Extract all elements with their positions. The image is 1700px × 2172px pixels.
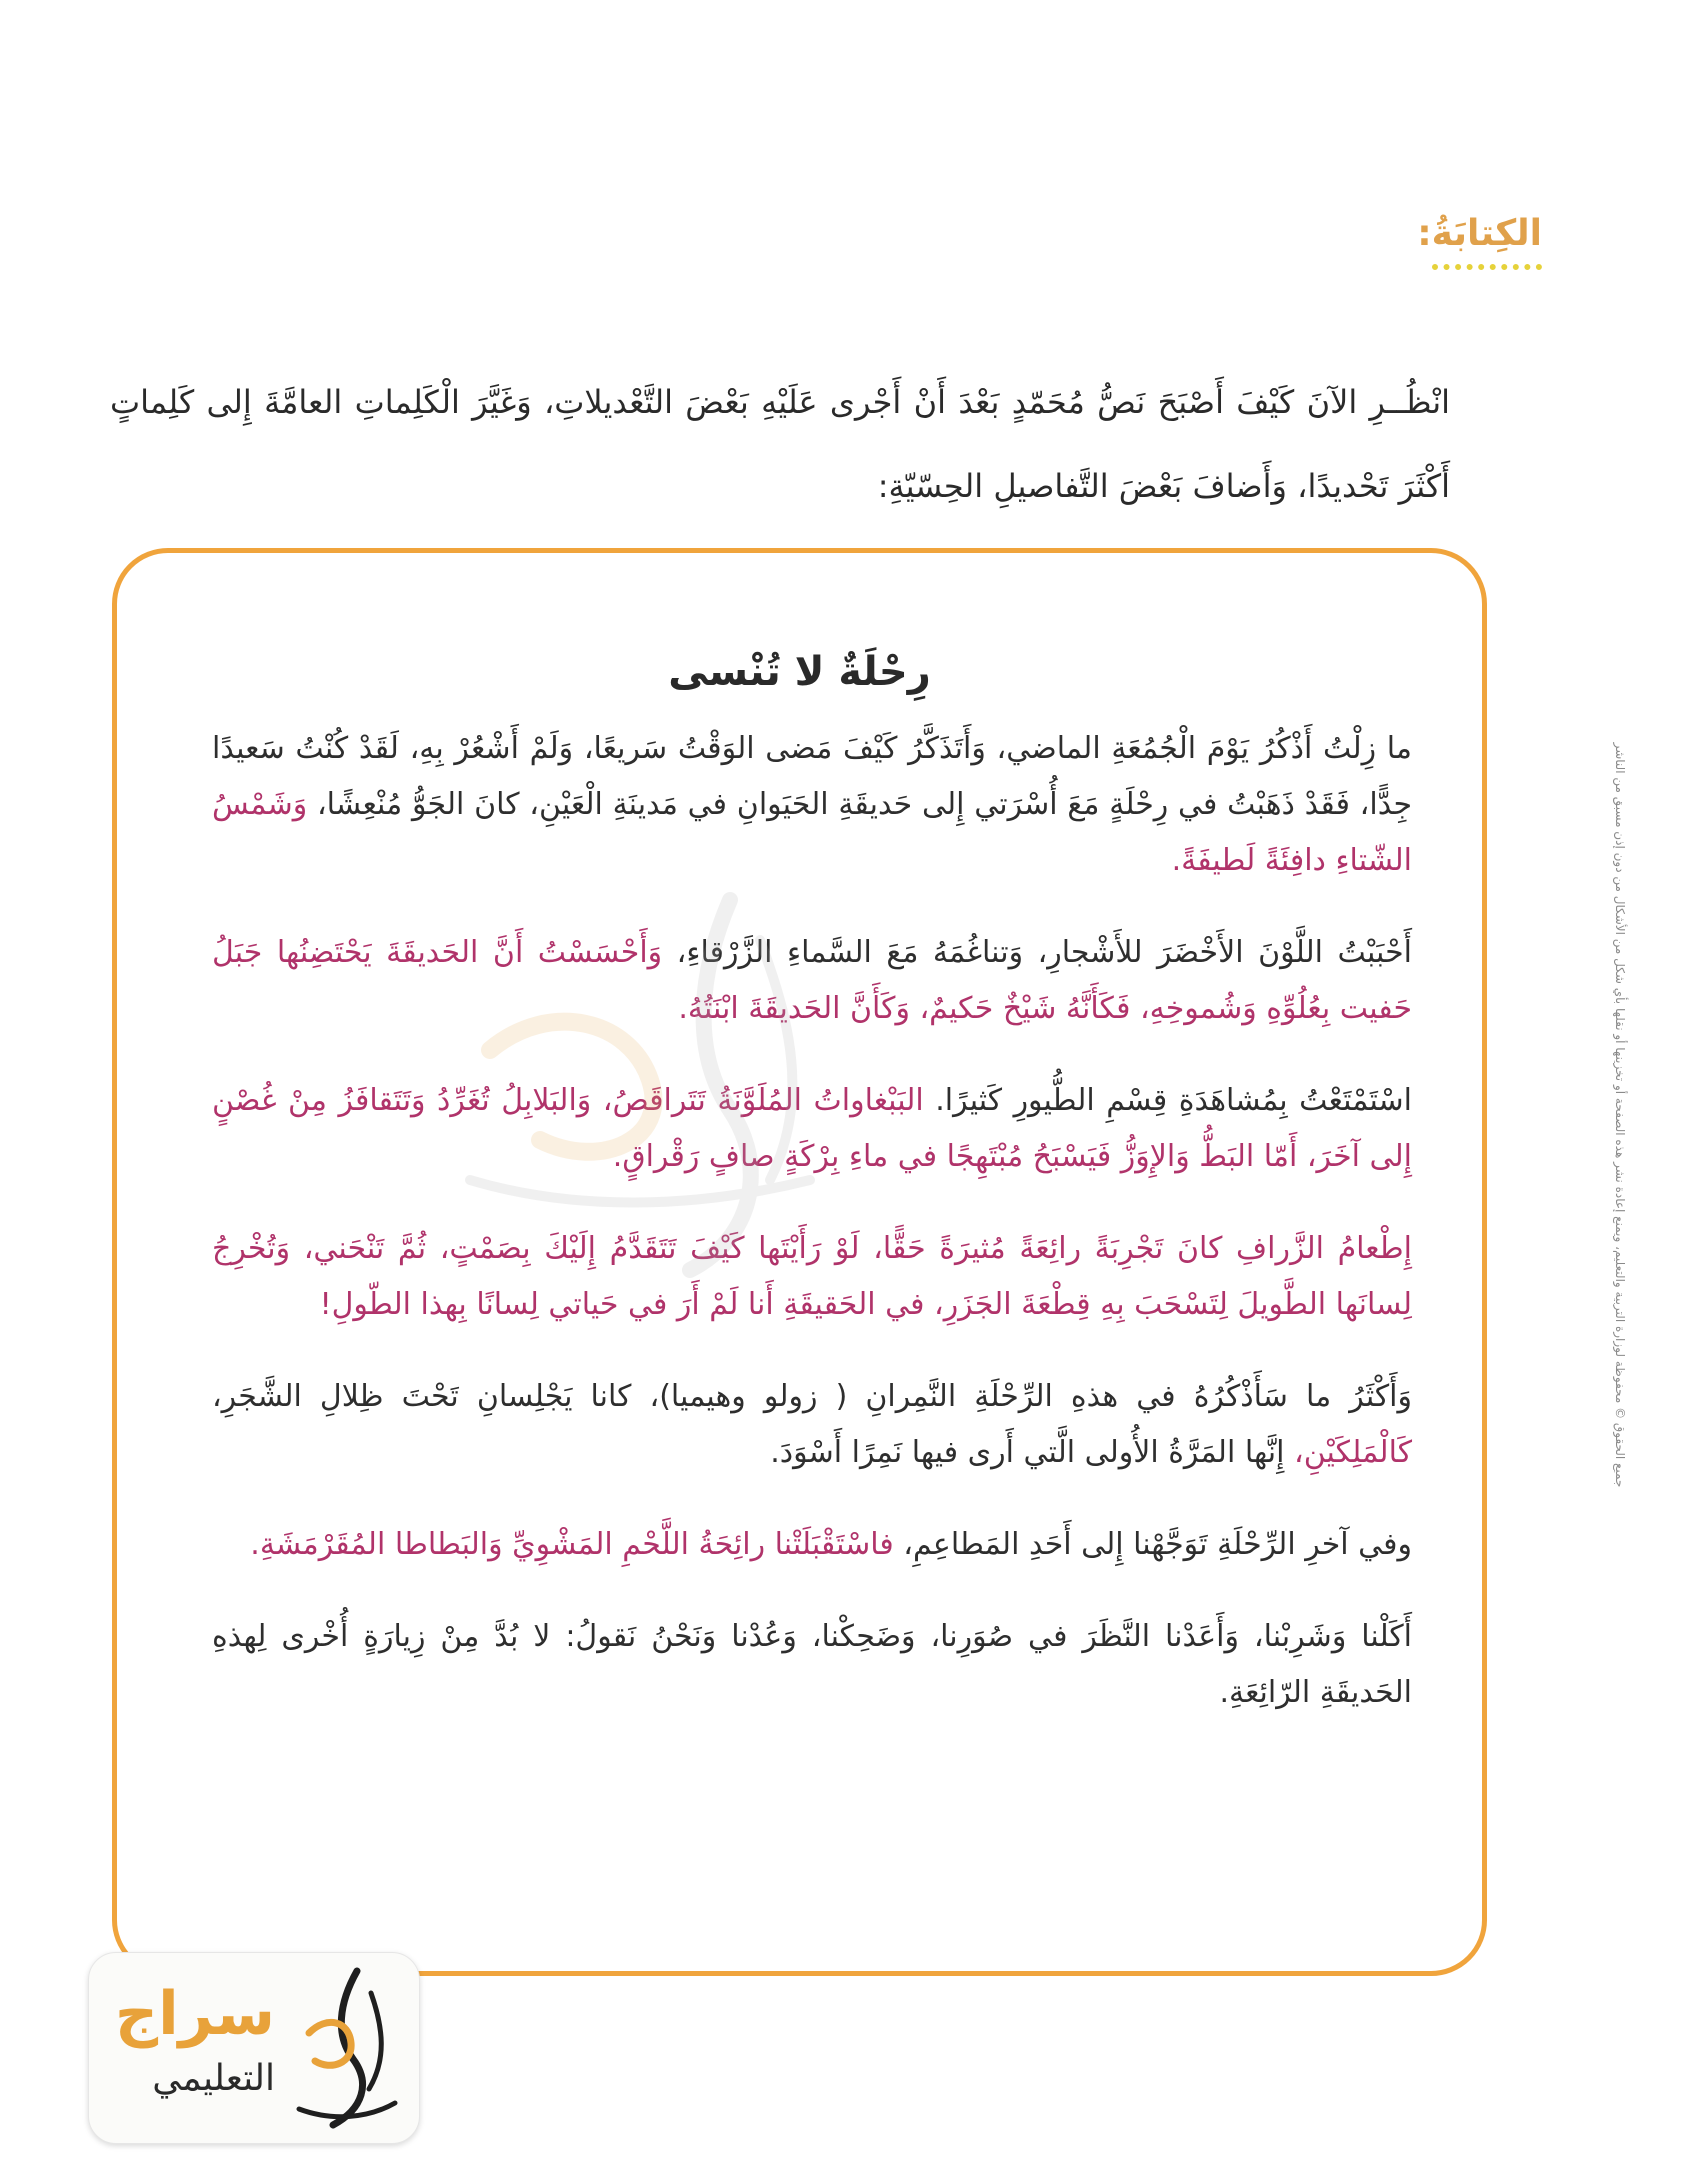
brand-subtitle: التعليمي [152, 2058, 275, 2099]
story-title: رِحْلَةٌ لا تُنْسى [668, 649, 931, 695]
heading-dots-divider [1432, 264, 1542, 270]
section-title: الكِتابَةُ: [1417, 213, 1542, 254]
brand-logo-card [88, 1952, 420, 2144]
paragraph-text: وفي آخرِ الرِّحْلَةِ تَوَجَّهْنا إِلى أَحَدِ المَطاعِمِ، [893, 1527, 1412, 1562]
copyright-side-note [1608, 540, 1632, 1690]
story-paragraph-6 [212, 1517, 1412, 1573]
highlighted-text: وَشَمْسُ الشّتاءِ دافِئَةً لَطيفَةً. [212, 787, 1412, 878]
highlighted-text: فاسْتَقْبَلَتْنا رائِحَةُ اللَّحْمِ المَشْوِيِّ وَالبَطاطا المُقَرْمَشَةِ. [250, 1527, 894, 1562]
paragraph-text: وَأَكْثَرُ ما سَأَذْكُرُهُ في هذهِ الرِّحْلَةِ النَّمِرانِ ( زولو وهيميا)، كانا يَجْلِسانِ تَحْتَ ظِلالِ الشَّجَرِ، [212, 1379, 1412, 1414]
story-paragraph-2 [212, 925, 1412, 1037]
highlighted-text: إِطْعامُ الزَّرافِ كانَ تَجْرِبَةً رائِعَةً مُثيرَةً حَقًّا، لَوْ رَأَيْتَها كَيْفَ تَتَقَدَّمُ إِلَيْكَ بِصَمْتٍ، ثُمَّ تَنْحَني، وَتُخْرِجُ لِسانَها الطَّويلَ لِتَسْحَبَ بِهِ قِطْعَةَ الجَزَرِ، في الحَقيقَةِ أَنا لَمْ أَرَ في حَياتي لِسانًا بِهذا الطّولِ! [212, 1231, 1412, 1322]
paragraph-text: ما زِلْتُ أَذْكُرُ يَوْمَ الْجُمُعَةِ الماضي، وَأَتَذَكَّرُ كَيْفَ مَضى الوَقْتُ سَريعًا، وَلَمْ أَشْعُرْ بِهِ، لَقَدْ كُنْتُ سَعيدًا جِدًّا، فَقَدْ ذَهَبْتُ في رِحْلَةٍ مَعَ أُسْرَتي إِلى حَديقَةِ الحَيَوانِ في مَدينَةِ الْعَيْنِ، كانَ الجَوُّ مُنْعِشًا، [212, 731, 1412, 822]
highlighted-text: كَالْمَلِكَيْنِ، [1294, 1435, 1412, 1470]
story-paragraph-7 [212, 1609, 1412, 1721]
paragraph-text: أَكَلْنا وَشَرِبْنا، وَأَعَدْنا النَّظَرَ في صُوَرِنا، وَضَحِكْنا، وَعُدْنا وَنَحْنُ نَقولُ: لا بُدَّ مِنْ زِيارَةٍ أُخْرى لِهذهِ الحَديقَةِ الرّائِعَةِ. [212, 1619, 1412, 1710]
story-body [212, 721, 1412, 1757]
highlighted-text: البَبْغاواتُ المُلَوَّنَةُ تَتَراقَصُ، وَالبَلابِلُ تُغَرِّدُ وَتَتَقافَزُ مِنْ غُصْنٍ إِلى آخَرَ، أَمّا البَطُّ وَالإِوَزُّ فَيَسْبَحُ مُبْتَهِجًا في ماءِ بِرْكَةٍ صافٍ رَقْراقٍ. [212, 1083, 1412, 1174]
copyright-text: جميع الحقوق © محفوظة لوزارة التربية والتعليم، ويمنع إعادة نشر هذه الصفحة أو تخزينها أو نقلها بأي شكل من الأشكال من دون إذن مسبق من الناشر [1613, 742, 1627, 1488]
story-paragraph-4 [212, 1221, 1412, 1333]
section-heading [1242, 210, 1542, 270]
story-box [112, 548, 1487, 1976]
paragraph-text: اسْتَمْتَعْتُ بِمُشاهَدَةِ قِسْمِ الطُّيورِ كَثيرًا. [923, 1083, 1412, 1118]
story-paragraph-5 [212, 1369, 1412, 1481]
brand-name: سراج [114, 1979, 275, 2049]
paragraph-text: إِنَّها المَرَّةُ الأُولى الَّتي أَرى فيها نَمِرًا أَسْوَدَ. [770, 1435, 1295, 1470]
highlighted-text: وَأَحْسَسْتُ أَنَّ الحَديقَةَ يَحْتَضِنُها جَبَلُ حَفيت بِعُلُوِّهِ وَشُموخِهِ، فَكَأَنَّهُ شَيْخٌ حَكيمٌ، وَكَأَنَّ الحَديقَةَ ابْنَتُهُ. [212, 935, 1412, 1026]
intro-paragraph: انْظُــرِ الآنَ كَيْفَ أَصْبَحَ نَصُّ مُحَمّدٍ بَعْدَ أَنْ أَجْرى عَلَيْهِ بَعْضَ التَّعْديلاتِ، وَغَيَّرَ الْكَلِماتِ العامَّةَ إِلى كَلِماتٍ أَكْثَرَ تَحْديدًا، وَأَضافَ بَعْضَ التَّفاصيلِ الحِسّيّةِ: [110, 383, 1450, 505]
story-paragraph-3 [212, 1073, 1412, 1185]
story-paragraph-1 [212, 721, 1412, 889]
calligraphy-logo-icon [287, 1963, 405, 2135]
paragraph-text: أَحْبَبْتُ اللَّوْنَ الأَخْضَرَ للأَشْجارِ، وَتناغُمَهُ مَعَ السَّماءِ الزَّرْقاءِ، [662, 935, 1412, 970]
